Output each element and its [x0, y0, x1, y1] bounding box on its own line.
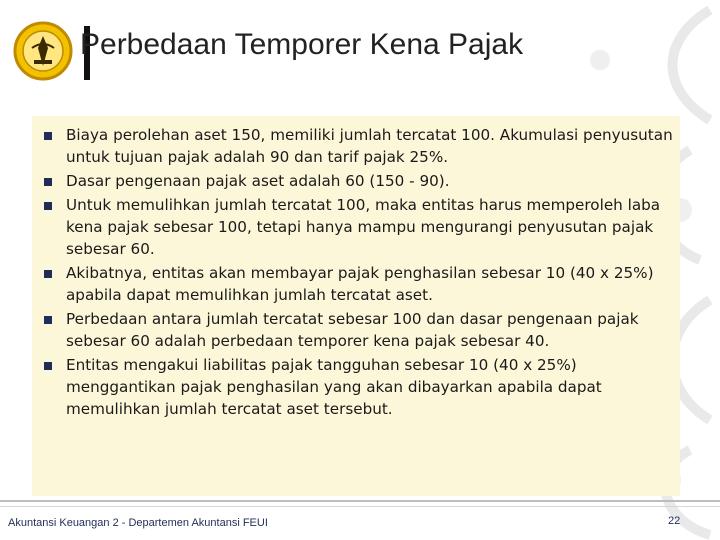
list-item	[40, 354, 680, 420]
list-item	[40, 124, 680, 168]
bullet-text: Perbedaan antara jumlah tercatat sebesar 100 dan dasar pengenaan pajak sebesar 60 adalah perbedaan temporer kena pajak sebesar 40.	[66, 310, 639, 350]
square-bullet-icon	[44, 270, 52, 278]
footer-divider	[0, 500, 720, 502]
list-item	[40, 194, 680, 260]
list-item	[40, 170, 680, 192]
bullet-text: Untuk memulihkan jumlah tercatat 100, maka entitas harus memperoleh laba kena pajak sebesar 100, tetapi hanya mampu mengurangi penyusutan pajak sebesar 60.	[66, 196, 661, 258]
square-bullet-icon	[44, 316, 52, 324]
square-bullet-icon	[44, 132, 52, 140]
square-bullet-icon	[44, 178, 52, 186]
page-number: 22	[668, 515, 681, 527]
bullet-list	[40, 124, 680, 422]
university-seal-icon	[12, 20, 74, 82]
footer-text: Akuntansi Keuangan 2 - Departemen Akuntansi FEUI	[8, 517, 268, 529]
bullet-text: Biaya perolehan aset 150, memiliki jumlah tercatat 100. Akumulasi penyusutan untuk tujuan pajak adalah 90 dan tarif pajak 25%.	[66, 126, 673, 166]
bullet-text: Entitas mengakui liabilitas pajak tangguhan sebesar 10 (40 x 25%) menggantikan pajak penghasilan yang akan dibayarkan apabila dapat memulihkan jumlah tercatat aset tersebut.	[66, 356, 602, 418]
bullet-text: Dasar pengenaan pajak aset adalah 60 (150 - 90).	[66, 172, 450, 190]
square-bullet-icon	[44, 202, 52, 210]
square-bullet-icon	[44, 362, 52, 370]
footer-divider-secondary	[0, 506, 720, 507]
list-item	[40, 308, 680, 352]
page-title: Perbedaan Temporer Kena Pajak	[80, 28, 524, 61]
bullet-text: Akibatnya, entitas akan membayar pajak penghasilan sebesar 10 (40 x 25%) apabila dapat memulihkan jumlah tercatat aset.	[66, 264, 654, 304]
list-item	[40, 262, 680, 306]
